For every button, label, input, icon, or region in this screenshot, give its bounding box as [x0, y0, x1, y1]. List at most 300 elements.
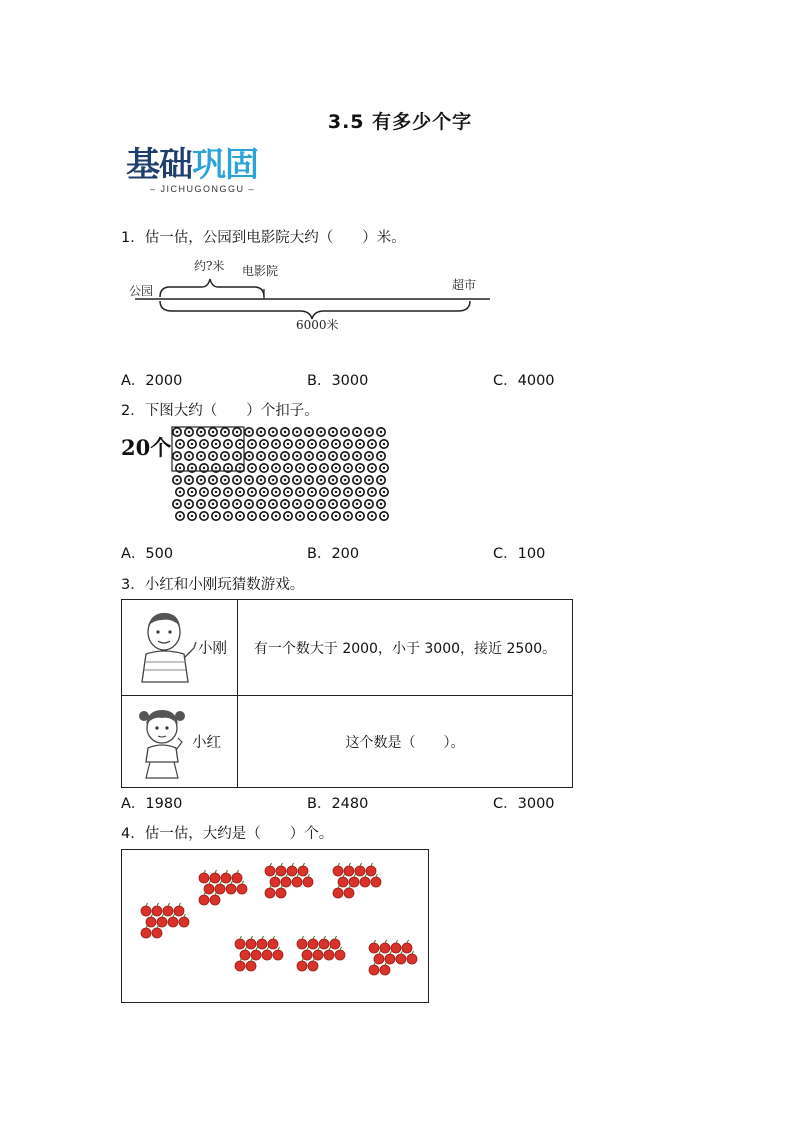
button-hole — [359, 515, 361, 517]
button-hole — [308, 479, 310, 481]
apple — [276, 866, 286, 876]
apple — [246, 961, 256, 971]
apple-stem — [396, 940, 398, 943]
button-hole — [224, 431, 226, 433]
apple-stem — [267, 947, 269, 950]
button-hole — [296, 455, 298, 457]
apple-stem — [226, 870, 228, 873]
apple — [369, 943, 379, 953]
button-hole — [383, 443, 385, 445]
apple — [380, 965, 390, 975]
apple-stem — [313, 936, 315, 939]
button-hole — [308, 455, 310, 457]
apple — [335, 950, 345, 960]
apple — [265, 888, 275, 898]
button-hole — [203, 467, 205, 469]
button-hole — [188, 431, 190, 433]
button-hole — [275, 467, 277, 469]
button-hole — [251, 467, 253, 469]
button-hole — [275, 443, 277, 445]
apple-stem — [157, 925, 159, 928]
apple — [141, 928, 151, 938]
q1-option-b[interactable]: B．3000 — [307, 373, 369, 389]
apple-stem — [343, 874, 345, 877]
button-hole — [248, 503, 250, 505]
apple-stem — [151, 914, 153, 917]
apple-stem — [173, 914, 175, 917]
button-hole — [272, 479, 274, 481]
apple — [174, 906, 184, 916]
apple — [273, 950, 283, 960]
button-hole — [275, 491, 277, 493]
button-hole — [191, 443, 193, 445]
apple-group — [265, 863, 313, 898]
apple-stem — [338, 885, 340, 888]
apple-stem — [349, 885, 351, 888]
apple-stem — [146, 925, 148, 928]
apple-stem — [303, 863, 305, 866]
apple — [226, 884, 236, 894]
apple — [330, 939, 340, 949]
button-hole — [176, 455, 178, 457]
question-3-stem: 3．小红和小刚玩猜数游戏。 — [121, 577, 305, 593]
button-hole — [215, 467, 217, 469]
button-hole — [371, 491, 373, 493]
button-hole — [272, 431, 274, 433]
apple-stem — [302, 958, 304, 961]
button-hole — [296, 503, 298, 505]
button-hole — [383, 467, 385, 469]
apple — [210, 873, 220, 883]
apple-stem — [385, 940, 387, 943]
q2-option-c[interactable]: C．100 — [493, 546, 546, 562]
button-hole — [323, 515, 325, 517]
apple-stem — [360, 863, 362, 866]
button-hole — [176, 431, 178, 433]
apple — [265, 866, 275, 876]
button-hole — [260, 479, 262, 481]
button-hole — [287, 515, 289, 517]
button-hole — [275, 515, 277, 517]
button-hole — [191, 467, 193, 469]
button-hole — [227, 515, 229, 517]
button-hole — [179, 443, 181, 445]
button-hole — [344, 503, 346, 505]
label-total: 6000米 — [296, 318, 339, 332]
label-estimate: 约?米 — [194, 259, 225, 273]
button-hole — [239, 467, 241, 469]
apple-stem — [354, 874, 356, 877]
apple-group — [235, 936, 283, 971]
button-hole — [368, 431, 370, 433]
apple-stem — [204, 870, 206, 873]
apple — [199, 895, 209, 905]
button-hole — [368, 479, 370, 481]
apple-stem — [270, 885, 272, 888]
button-hole — [200, 455, 202, 457]
button-hole — [299, 467, 301, 469]
button-hole — [179, 467, 181, 469]
button-hole — [239, 515, 241, 517]
button-hole — [323, 491, 325, 493]
button-hole — [215, 515, 217, 517]
button-hole — [347, 467, 349, 469]
apple-stem — [297, 874, 299, 877]
apple — [303, 877, 313, 887]
button-hole — [227, 491, 229, 493]
apple-stem — [338, 863, 340, 866]
apple — [141, 906, 151, 916]
apple-stem — [281, 863, 283, 866]
button-hole — [200, 431, 202, 433]
apple-stem — [215, 870, 217, 873]
button-hole — [308, 431, 310, 433]
apple — [396, 954, 406, 964]
apple-stem — [278, 947, 280, 950]
apple — [221, 873, 231, 883]
apple-stem — [313, 958, 315, 961]
q1-option-c[interactable]: C．4000 — [493, 373, 555, 389]
apple-stem — [376, 874, 378, 877]
button-grid — [173, 428, 388, 520]
button-hole — [188, 455, 190, 457]
button-hole — [332, 455, 334, 457]
apple-stem — [245, 947, 247, 950]
button-hole — [251, 443, 253, 445]
apple — [344, 866, 354, 876]
apple — [402, 943, 412, 953]
apple — [199, 873, 209, 883]
apple — [268, 939, 278, 949]
apple-stem — [324, 936, 326, 939]
apple-group — [333, 863, 381, 898]
apple-stem — [209, 881, 211, 884]
apple — [344, 888, 354, 898]
apple — [355, 866, 365, 876]
logo-text-dark: 基础 — [126, 145, 192, 185]
label-cinema: 电影院 — [242, 264, 279, 278]
button-hole — [356, 431, 358, 433]
button-hole — [299, 491, 301, 493]
apple — [210, 895, 220, 905]
apple-stem — [215, 892, 217, 895]
label-park: 公园 — [129, 284, 154, 298]
button-hole — [356, 503, 358, 505]
button-hole — [200, 503, 202, 505]
apple — [360, 877, 370, 887]
button-hole — [248, 455, 250, 457]
button-hole — [368, 455, 370, 457]
apple-stem — [292, 863, 294, 866]
button-hole — [188, 503, 190, 505]
button-hole — [239, 443, 241, 445]
button-hole — [215, 491, 217, 493]
apple — [298, 866, 308, 876]
button-hole — [296, 431, 298, 433]
apple-stem — [281, 885, 283, 888]
question-1-stem: 1．估一估，公园到电影院大约（ ）米。 — [121, 230, 406, 246]
q3-option-a[interactable]: A．1980 — [121, 796, 183, 812]
apple — [366, 866, 376, 876]
apple-stem — [349, 863, 351, 866]
apple — [235, 961, 245, 971]
button-hole — [263, 515, 265, 517]
button-hole — [176, 503, 178, 505]
button-hole — [224, 479, 226, 481]
apple-stem — [374, 962, 376, 965]
button-hole — [284, 503, 286, 505]
apple-stem — [240, 936, 242, 939]
button-hole — [380, 455, 382, 457]
button-hole — [356, 479, 358, 481]
apple — [292, 877, 302, 887]
apple — [276, 888, 286, 898]
button-hole — [383, 491, 385, 493]
button-hole — [284, 479, 286, 481]
button-hole — [212, 455, 214, 457]
apple — [287, 866, 297, 876]
buttons-figure — [170, 425, 392, 523]
apple-group — [369, 940, 417, 975]
apple-stem — [385, 962, 387, 965]
apple-stem — [335, 936, 337, 939]
button-hole — [356, 455, 358, 457]
apple-stem — [318, 947, 320, 950]
button-hole — [323, 443, 325, 445]
button-hole — [344, 431, 346, 433]
button-hole — [179, 515, 181, 517]
button-hole — [260, 455, 262, 457]
apple-stem — [146, 903, 148, 906]
apple — [235, 939, 245, 949]
apple — [333, 888, 343, 898]
apple-stem — [302, 936, 304, 939]
button-hole — [335, 467, 337, 469]
apple — [319, 939, 329, 949]
apple-stem — [275, 874, 277, 877]
apple-stem — [307, 947, 309, 950]
apple-stem — [371, 863, 373, 866]
button-hole — [311, 515, 313, 517]
apple — [297, 939, 307, 949]
q3-option-c[interactable]: C．3000 — [493, 796, 555, 812]
button-hole — [371, 515, 373, 517]
q2-option-a[interactable]: A．500 — [121, 546, 174, 562]
apple-stem — [251, 936, 253, 939]
apples-figure — [121, 849, 429, 1003]
apple-stem — [390, 951, 392, 954]
q2-option-b[interactable]: B．200 — [307, 546, 360, 562]
button-hole — [191, 515, 193, 517]
button-hole — [179, 491, 181, 493]
apple-stem — [242, 881, 244, 884]
button-hole — [344, 455, 346, 457]
button-hole — [380, 431, 382, 433]
apple-stem — [240, 958, 242, 961]
button-hole — [188, 479, 190, 481]
apple-stem — [157, 903, 159, 906]
button-hole — [311, 443, 313, 445]
button-hole — [311, 467, 313, 469]
apple-stem — [374, 940, 376, 943]
apple — [333, 866, 343, 876]
button-hole — [287, 467, 289, 469]
apple-stem — [231, 881, 233, 884]
apple — [168, 917, 178, 927]
button-hole — [311, 491, 313, 493]
apple-stem — [379, 951, 381, 954]
button-hole — [368, 503, 370, 505]
apple — [246, 939, 256, 949]
page-title: 3.5 有多少个字 — [327, 111, 473, 133]
apple-group — [141, 903, 189, 938]
apple — [407, 954, 417, 964]
girl-illustration — [132, 702, 198, 782]
button-hole — [320, 503, 322, 505]
button-hole — [248, 479, 250, 481]
apple-stem — [184, 914, 186, 917]
apple — [324, 950, 334, 960]
button-hole — [272, 455, 274, 457]
button-hole — [260, 503, 262, 505]
apple-stem — [286, 874, 288, 877]
button-hole — [263, 491, 265, 493]
apple — [257, 939, 267, 949]
button-hole — [212, 431, 214, 433]
apple — [308, 939, 318, 949]
girl-cell — [122, 696, 238, 788]
button-hole — [299, 515, 301, 517]
button-hole — [371, 443, 373, 445]
button-hole — [287, 491, 289, 493]
apple-stem — [407, 940, 409, 943]
button-hole — [236, 503, 238, 505]
button-hole — [284, 431, 286, 433]
apple-stem — [329, 947, 331, 950]
button-hole — [320, 479, 322, 481]
button-hole — [359, 491, 361, 493]
q1-option-a[interactable]: A．2000 — [121, 373, 183, 389]
button-hole — [308, 503, 310, 505]
button-hole — [299, 443, 301, 445]
button-hole — [239, 491, 241, 493]
label-supermarket: 超市 — [452, 278, 477, 292]
button-hole — [347, 443, 349, 445]
apple-stem — [365, 874, 367, 877]
button-hole — [248, 431, 250, 433]
button-hole — [335, 443, 337, 445]
button-hole — [227, 443, 229, 445]
apple — [308, 961, 318, 971]
apple-stem — [262, 936, 264, 939]
button-hole — [191, 491, 193, 493]
q3-option-b[interactable]: B．2480 — [307, 796, 369, 812]
boy-illustration — [132, 608, 202, 688]
button-hole — [236, 479, 238, 481]
apple-stem — [401, 951, 403, 954]
apple — [152, 928, 162, 938]
button-hole — [359, 443, 361, 445]
button-hole — [224, 503, 226, 505]
apple-stem — [270, 863, 272, 866]
section-logo — [126, 147, 258, 183]
button-hole — [347, 491, 349, 493]
button-hole — [332, 431, 334, 433]
apple — [237, 884, 247, 894]
button-hole — [323, 467, 325, 469]
button-hole — [251, 515, 253, 517]
apple — [380, 943, 390, 953]
apple-stem — [220, 881, 222, 884]
apple-stem — [412, 951, 414, 954]
apple-stem — [256, 947, 258, 950]
guess-game-table — [121, 599, 573, 788]
apple-stem — [308, 874, 310, 877]
button-hole — [332, 479, 334, 481]
apple-stem — [168, 903, 170, 906]
button-hole — [335, 515, 337, 517]
apple-group — [199, 870, 247, 905]
apple — [179, 917, 189, 927]
button-hole — [212, 479, 214, 481]
boy-cell — [122, 600, 238, 696]
button-hole — [200, 479, 202, 481]
girl-speech: 这个数是（ ）。 — [238, 696, 573, 788]
apple — [391, 943, 401, 953]
button-hole — [236, 431, 238, 433]
button-hole — [263, 467, 265, 469]
button-hole — [296, 479, 298, 481]
button-hole — [347, 515, 349, 517]
button-hole — [263, 443, 265, 445]
apple — [297, 961, 307, 971]
girl-name: 小红 — [192, 735, 221, 751]
logo-subtitle: – JICHUGONGGU – — [150, 184, 256, 194]
button-hole — [203, 515, 205, 517]
apple — [369, 965, 379, 975]
button-hole — [335, 491, 337, 493]
apple — [232, 873, 242, 883]
button-hole — [227, 467, 229, 469]
apple-stem — [162, 914, 164, 917]
button-hole — [320, 455, 322, 457]
apple-stem — [340, 947, 342, 950]
count-label: 20个 — [121, 435, 172, 460]
boy-name: 小刚 — [198, 641, 227, 657]
apple-stem — [273, 936, 275, 939]
button-hole — [284, 455, 286, 457]
button-hole — [320, 431, 322, 433]
button-hole — [359, 467, 361, 469]
boy-speech: 有一个数大于 2000，小于 3000，接近 2500。 — [238, 600, 573, 696]
question-4-stem: 4．估一估，大约是（ ）个。 — [121, 826, 334, 842]
estimate-brace — [160, 279, 264, 297]
apple — [371, 877, 381, 887]
apples-svg — [122, 850, 428, 1002]
button-hole — [215, 443, 217, 445]
button-hole — [176, 479, 178, 481]
button-hole — [251, 491, 253, 493]
button-hole — [203, 491, 205, 493]
apple-stem — [251, 958, 253, 961]
button-hole — [287, 443, 289, 445]
button-hole — [203, 443, 205, 445]
apple-stem — [179, 903, 181, 906]
button-hole — [332, 503, 334, 505]
button-hole — [272, 503, 274, 505]
logo-text-light: 巩固 — [192, 145, 258, 185]
apple-group — [297, 936, 345, 971]
